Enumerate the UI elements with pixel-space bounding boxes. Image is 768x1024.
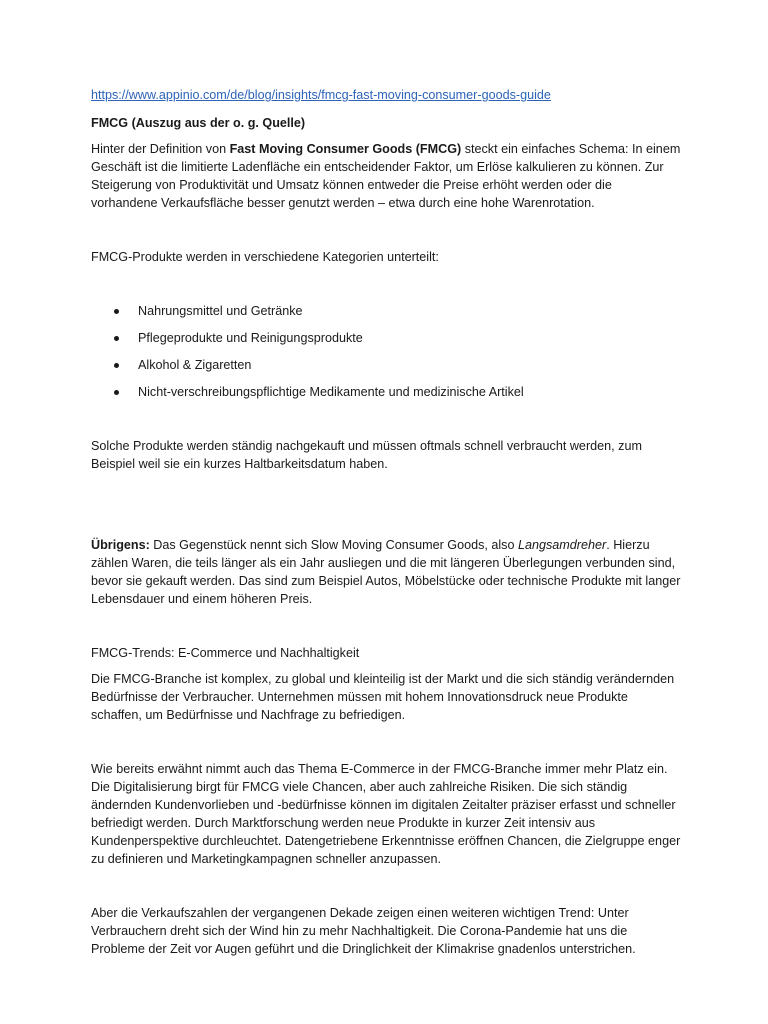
- bullet-icon: [114, 363, 119, 368]
- counterpart-text-after: . Hierzu zählen Waren, die teils länger als ein Jahr ausliegen und die mit längeren Überlegungen verbunden sind, bevor sie gekauft werden. Das sind zum Beispiel Autos, Möbelstücke oder technische Produkte mit langer Lebensdauer und einem höheren Preis.: [91, 538, 681, 606]
- trends-paragraph-3: Aber die Verkaufszahlen der vergangenen Dekade zeigen einen weiteren wichtigen Trend: Unter Verbrauchern dreht sich der Wind hin zu mehr Nachhaltigkeit. Die Corona-Pandemie hat uns die Probleme der Zeit vor Augen geführt und die Dringlichkeit der Klimakrise gnadenlos unterstrichen.: [91, 906, 636, 956]
- trends-paragraph-2: Wie bereits erwähnt nimmt auch das Thema E-Commerce in der FMCG-Branche immer mehr Platz ein. Die Digitalisierung birgt für FMCG viele Chancen, aber auch zahlreiche Risiken. Die sich ständig ändernden Kundenvorlieben und -bedürfnisse können im digitalen Zeitalter präziser erfasst und schneller befriedigt werden. Durch Marktforschung werden neue Produkte in kurzer Zeit intensiv aus Kundenperspektive durchleuchtet. Datengetriebene Erkenntnisse eröffnen Chancen, die Zielgruppe enger zu definieren und Marketingkampagnen schneller anzupassen.: [91, 762, 681, 866]
- source-link[interactable]: https://www.appinio.com/de/blog/insights/fmcg-fast-moving-consumer-goods-guide: [91, 88, 551, 102]
- bullet-icon: [114, 309, 119, 314]
- list-item: [91, 356, 681, 374]
- list-item: [91, 329, 681, 347]
- category-list: [91, 302, 681, 401]
- intro-term: Fast Moving Consumer Goods (FMCG): [229, 142, 462, 156]
- counterpart-text-before: Das Gegenstück nennt sich Slow Moving Consumer Goods, also: [149, 538, 518, 552]
- counterpart-paragraph: [91, 536, 681, 608]
- category-label: Nahrungsmittel und Getränke: [138, 304, 303, 318]
- bullet-icon: [114, 336, 119, 341]
- document-heading: FMCG (Auszug aus der o. g. Quelle): [91, 116, 306, 130]
- source-link-line: [91, 86, 681, 104]
- category-label: Alkohol & Zigaretten: [138, 358, 252, 372]
- counterpart-label: Übrigens:: [91, 538, 150, 552]
- repurchase-paragraph: Solche Produkte werden ständig nachgekauft und müssen oftmals schnell verbraucht werden, zum Beispiel weil sie ein kurzes Haltbarkeitsdatum haben.: [91, 439, 642, 471]
- intro-text-after: steckt ein einfaches Schema: In einem Geschäft ist die limitierte Ladenfläche ein entscheidender Faktor, um Erlöse kalkulieren zu können. Zur Steigerung von Produktivität und Umsatz können entweder die Preise erhöht werden oder die vorhandene Verkaufsfläche besser genutzt werden – etwa durch eine hohe Warenrotation.: [91, 142, 681, 210]
- intro-paragraph: [91, 140, 681, 212]
- trends-paragraph-1: Die FMCG-Branche ist komplex, zu global und kleinteilig ist der Markt und die sich ständig verändernden Bedürfnisse der Verbraucher. Unternehmen müssen mit hohem Innovationsdruck neue Produkte schaffen, um Bedürfnisse und Nachfrage zu befriedigen.: [91, 672, 675, 722]
- category-label: Pflegeprodukte und Reinigungsprodukte: [138, 331, 363, 345]
- intro-text-before: Hinter der Definition von: [91, 142, 230, 156]
- list-item: [91, 302, 681, 320]
- bullet-icon: [114, 390, 119, 395]
- categories-intro: FMCG-Produkte werden in verschiedene Kategorien unterteilt:: [91, 250, 439, 264]
- category-label: Nicht-verschreibungspflichtige Medikamente und medizinische Artikel: [138, 385, 524, 399]
- trends-heading: FMCG-Trends: E-Commerce und Nachhaltigkeit: [91, 646, 360, 660]
- list-item: [91, 383, 681, 401]
- document-page: [91, 86, 681, 958]
- counterpart-term: Langsamdreher: [517, 538, 607, 552]
